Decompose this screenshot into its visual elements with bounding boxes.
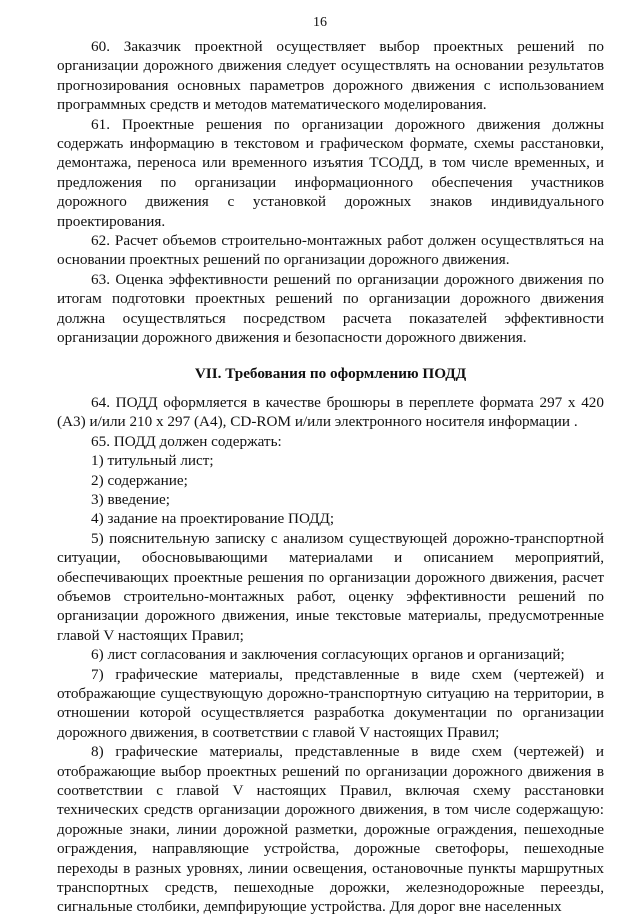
paragraph-64: 64. ПОДД оформляется в качестве брошюры в переплете формата 297 х 420 (А3) и/или 210 х 297 (А4), CD-ROM и/или электронного носителя информации . <box>57 393 604 431</box>
paragraph-63: 63. Оценка эффективности решений по организации дорожного движения по итогам подготовки проектных решений по организации дорожного движения должна осуществляться посредством расчета показателей эффективности организации дорожного движения и безопасности дорожного движения. <box>57 270 604 347</box>
list-item-2: 2) содержание; <box>91 471 188 489</box>
paragraph-61: 61. Проектные решения по организации дорожного движения должны содержать информацию в текстовом и графическом формате, схемы расстановки, демонтажа, переноса или временного изъятия ТСОДД, в том числе временных, и предложения по организации информационного обеспечения участников дорожного движения с установкой дорожных знаков индивидуального проектирования. <box>57 115 604 230</box>
paragraph-62: 62. Расчет объемов строительно-монтажных работ должен осуществляться на основании проектных решений по организации дорожного движения. <box>57 232 604 269</box>
list-item-4: 4) задание на проектирование ПОДД; <box>91 510 335 528</box>
list-item-3: 3) введение; <box>91 490 170 508</box>
list-item-8: 8) графические материалы, представленные в виде схем (чертежей) и отображающие выбор проектных решений по организации дорожного движения в соответствии с главой V настоящих Правил, включая схему расстановки технических средств организации дорожного движения, в том числе содержащую: дорожные знаки, линии дорожной разметки, дорожные ограждения, пешеходные ограждения, направляющие устройства, дорожные светофоры, пешеходные переходы в разных уровнях, линии освещения, остановочные пункты маршрутных транспортных средств, пешеходные дорожки, железнодорожные переезды, сигнальные столбики, демпфирующие устройства. Для дорог вне населенных <box>57 743 604 916</box>
list-item-7: 7) графические материалы, представленные в виде схем (чертежей) и отображающие существующую дорожно-транспортную ситуацию на территории, в отношении которой осуществляется разработка документации по организации дорожного движения, в соответствии с главой V настоящих Правил; <box>57 665 604 741</box>
paragraph-60: 60. Заказчик проектной осуществляет выбор проектных решений по организации дорожного движения следует осуществлять на основании результатов прогнозирования основных параметров дорожного движения с использованием программных средств и методов математического моделирования. <box>57 38 604 114</box>
page-number: 16 <box>313 15 327 30</box>
document-body <box>57 37 604 917</box>
list-item-1: 1) титульный лист; <box>91 452 214 470</box>
paragraph-65: 65. ПОДД должен содержать: <box>91 432 282 450</box>
list-item-6: 6) лист согласования и заключения согласующих органов и организаций; <box>91 646 565 664</box>
section-heading: VII. Требования по оформлению ПОДД <box>194 364 467 382</box>
list-item-5: 5) пояснительную записку с анализом существующей дорожно-транспортной ситуации, обосновывающими материалами и описанием мероприятий, обеспечивающих проектные решения по организации дорожного движения, расчет объемов строительно-монтажных работ, оценку эффективности решений по организации дорожного движения, иные текстовые материалы, предусмотренные главой V настоящих Правил; <box>57 529 604 644</box>
